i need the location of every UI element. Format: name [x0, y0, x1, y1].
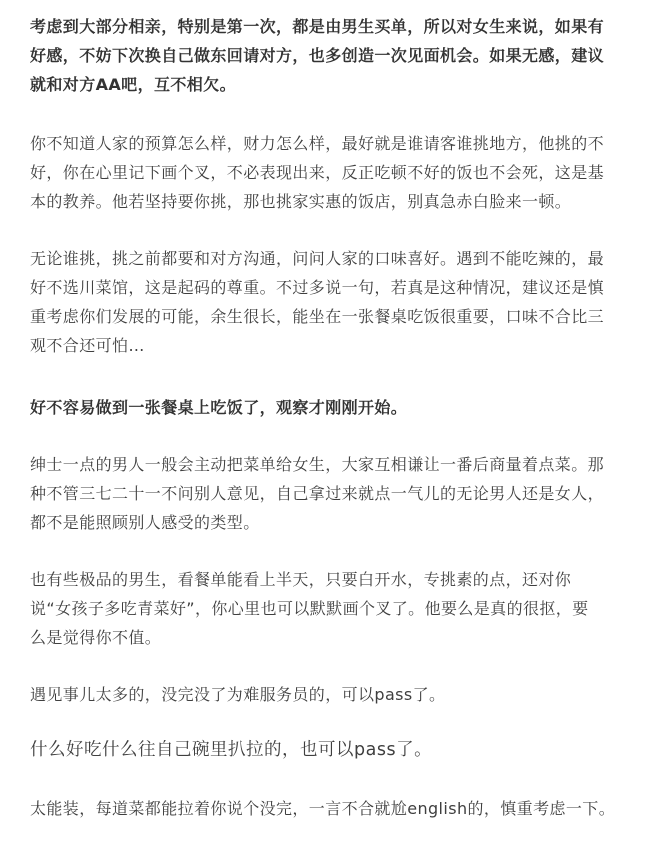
paragraph-line: 观不合还可怕…: [30, 336, 145, 355]
paragraph-3: [30, 244, 604, 360]
paragraph-9: [30, 794, 615, 823]
paragraph-2: [30, 129, 604, 216]
paragraph-line: 好不选川菜馆，这是起码的尊重。不过多说一句，若真是这种情况，建议还是慎: [30, 278, 605, 297]
paragraph-7: [30, 680, 445, 709]
paragraph-line: 也有些极品的男生，看餐单能看上半天，只要白开水，专挑素的点，还对你: [30, 570, 572, 589]
paragraph-line: 好感，不妨下次换自己做东回请对方，也多创造一次见面机会。如果无感，建议: [30, 46, 605, 65]
paragraph-line: 你不知道人家的预算怎么样，财力怎么样，最好就是谁请客谁挑地方，他挑的不: [30, 134, 605, 153]
paragraph-line: 遇见事儿太多的，没完没了为难服务员的，可以pass了。: [30, 685, 446, 704]
paragraph-8: [30, 736, 432, 765]
paragraph-line: 好，你在心里记下画个叉，不必表现出来，反正吃顿不好的饭也不会死，这是基: [30, 163, 605, 182]
paragraph-1: [30, 12, 604, 99]
paragraph-line: 考虑到大部分相亲，特别是第一次，都是由男生买单，所以对女生来说，如果有: [30, 17, 605, 36]
paragraph-line: 本的教养。他若坚持要你挑，那也挑家实惠的饭店，别真急赤白脸来一顿。: [30, 192, 572, 211]
paragraph-line: 种不管三七二十一不问别人意见，自己拿过来就点一气儿的无论男人还是女人，: [30, 484, 605, 503]
paragraph-line: 都不是能照顾别人感受的类型。: [30, 513, 260, 532]
paragraph-5: [30, 450, 604, 537]
paragraph-line: 就和对方AA吧，互不相欠。: [30, 75, 236, 94]
paragraph-line: 说“女孩子多吃青菜好”，你心里也可以默默画个叉了。他要么是真的很抠，要: [30, 599, 589, 618]
paragraph-line: 什么好吃什么往自己碗里扒拉的，也可以pass了。: [30, 740, 433, 760]
paragraph-line: 太能装，每道菜都能拉着你说个没完，一言不合就尬english的，慎重考虑一下。: [30, 799, 616, 818]
paragraph-line: 重考虑你们发展的可能，余生很长，能坐在一张餐桌吃饭很重要，口味不合比三: [30, 307, 605, 326]
paragraph-line: 么是觉得你不值。: [30, 628, 162, 647]
paragraph-line: 绅士一点的男人一般会主动把菜单给女生，大家互相谦让一番后商量着点菜。那: [30, 455, 605, 474]
paragraph-line: 无论谁挑，挑之前都要和对方沟通，问问人家的口味喜好。遇到不能吃辣的，最: [30, 249, 605, 268]
paragraph-6: [30, 565, 589, 652]
paragraph-line: 好不容易做到一张餐桌上吃饭了，观察才刚刚开始。: [30, 398, 408, 417]
paragraph-4: [30, 393, 407, 422]
